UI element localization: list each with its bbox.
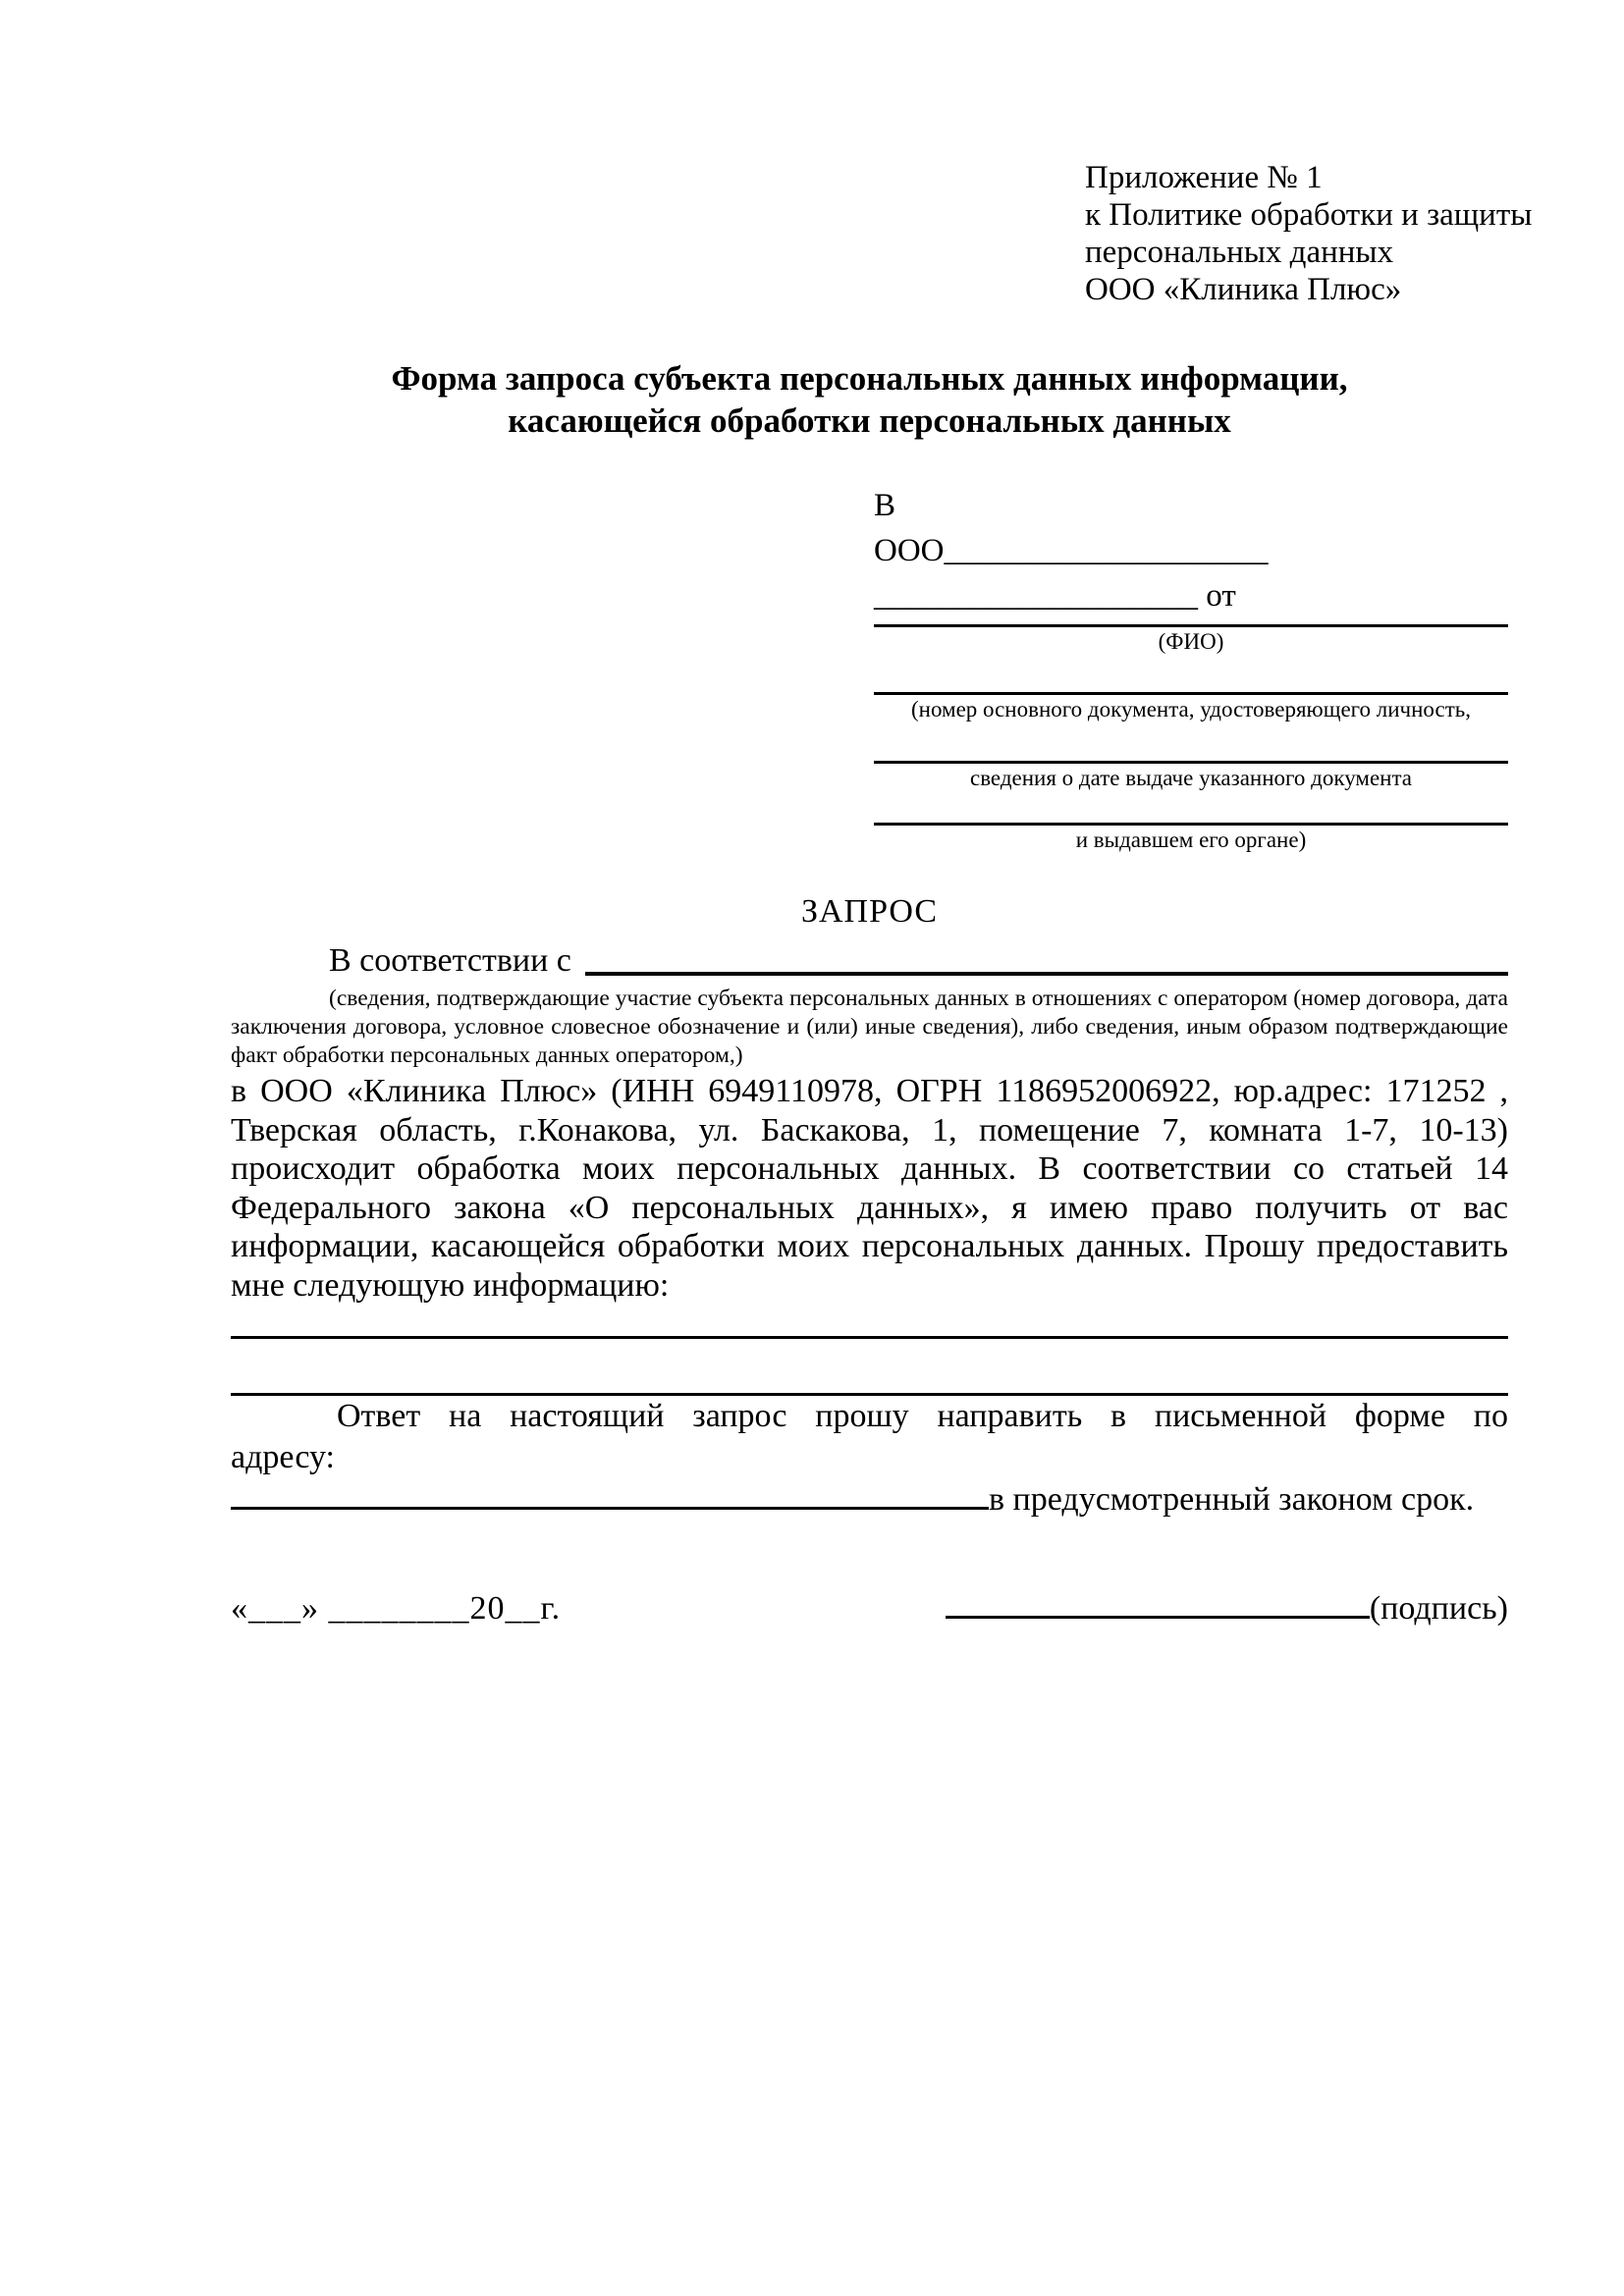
document-title <box>231 357 1508 442</box>
document-title-line-1: Форма запроса субъекта персональных данных информации, <box>391 359 1348 398</box>
addressee-from-blank: ____________________ от <box>874 578 1236 614</box>
date-blank: «___» ________20__г. <box>231 1590 562 1627</box>
date-signature-row <box>231 1582 1508 1630</box>
basis-line <box>231 937 1508 985</box>
appendix-header <box>1085 159 1533 308</box>
request-heading: ЗАПРОС <box>800 893 939 930</box>
reply-address-line <box>231 1478 1508 1522</box>
document-number-caption: (номер основного документа, удостоверяющего личность, <box>910 697 1471 721</box>
appendix-line-1: Приложение № 1 <box>1085 160 1323 195</box>
document-title-line-2: касающейся обработки персональных данных <box>508 401 1231 440</box>
appendix-line-4: ООО «Клиника Плюс» <box>1085 272 1402 307</box>
reply-address-paragraph: Ответ на настоящий запрос прошу направить в письменной форме по адресу: <box>231 1398 1508 1475</box>
addressee-block <box>874 483 1508 855</box>
issuing-authority-blank-line <box>874 793 1508 826</box>
issuing-authority-caption: и выдавшем его органе) <box>1075 828 1307 852</box>
document-number-blank-line <box>874 657 1508 695</box>
issue-date-blank-line <box>874 724 1508 764</box>
addressee-to-label: В <box>874 488 896 523</box>
basis-fineprint: (сведения, подтверждающие участие субъекта персональных данных в отношениях с оператором (номер договора, дата заключения договора, условное словесное обозначение и (или) иные сведения), либо сведения, иным образом подтверждающие факт обработки персональных данных оператором,) <box>231 986 1508 1068</box>
fio-caption: (ФИО) <box>1158 629 1224 654</box>
reply-deadline-text: в предусмотренный законом срок. <box>989 1481 1475 1518</box>
request-body-paragraph: в ООО «Клиника Плюс» (ИНН 6949110978, ОГРН 1186952006922, юр.адрес: 171252 , Тверская область, г.Конакова, ул. Баскакова, 1, помещение 7, комната 1-7, 10-13) происходит обработка моих персональных данных. В соответствии со статьей 14 Федерального закона «О персональных данных», я имею право получить от вас информации, касающейся обработки моих персональных данных. Прошу предоставить мне следующую информацию: <box>231 1073 1508 1304</box>
signature-caption: (подпись) <box>1369 1590 1508 1627</box>
addressee-org-blank: ООО____________________ <box>874 533 1269 568</box>
issue-date-caption: сведения о дате выдаче указанного документа <box>969 766 1413 790</box>
basis-blank-line <box>585 972 1508 976</box>
basis-label: В соответствии с <box>329 942 571 979</box>
address-blank-line <box>231 1507 989 1510</box>
fio-blank-line <box>874 618 1508 627</box>
info-blank-line-1 <box>231 1336 1508 1339</box>
appendix-line-2: к Политике обработки и защиты <box>1085 197 1533 233</box>
signature-group <box>946 1582 1508 1630</box>
appendix-line-3: персональных данных <box>1085 235 1394 270</box>
signature-blank-line <box>946 1582 1370 1619</box>
